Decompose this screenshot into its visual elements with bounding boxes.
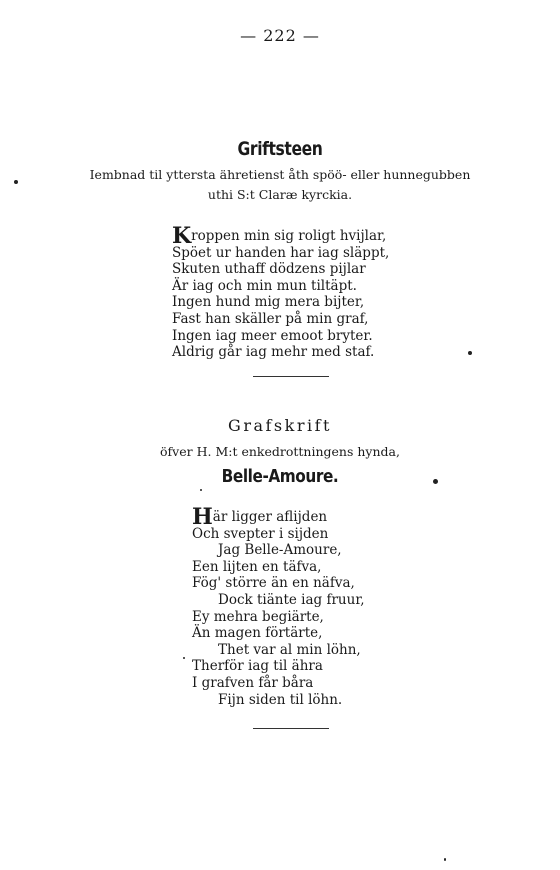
drop-initial: H <box>192 504 213 530</box>
paper-speck <box>444 858 446 861</box>
poem-line: Är iag och min mun tiltäpt. <box>172 277 357 294</box>
poem-title-belle-amoure: Belle-Amoure. <box>221 466 339 487</box>
poem-line: Therför iag til ähra <box>192 658 323 675</box>
poem-line-text: är ligger aflijden <box>212 509 328 525</box>
poem-line: I grafven får båra <box>192 674 314 691</box>
poem-line: Fast han skäller på min graf, <box>172 310 369 327</box>
paper-speck <box>183 657 185 659</box>
poem-line: Ingen hund mig mera bijter, <box>172 294 365 311</box>
poem-griftsteen <box>172 223 390 361</box>
poem-subtitle-griftsteen <box>0 165 560 205</box>
paper-speck <box>14 180 18 184</box>
poem-line: Thet var al min löhn, <box>218 641 361 658</box>
poem-line <box>192 504 365 530</box>
poem-line: Een lijten en täfva, <box>192 558 322 575</box>
paper-speck <box>468 351 472 355</box>
poem-title-griftsteen: Griftsteen <box>237 138 323 160</box>
poem-line <box>172 223 389 249</box>
section-divider <box>253 376 329 377</box>
paper-speck <box>433 479 438 484</box>
poem-line: Och svepter i sijden <box>192 525 329 542</box>
drop-initial: K <box>172 223 192 249</box>
grafskrift-subtitle: öfver H. M:t enkedrottningens hynda, <box>160 444 400 459</box>
poem-line: Fijn siden til löhn. <box>218 691 343 708</box>
page-number: — 222 — <box>240 26 320 45</box>
subtitle-line: uthi S:t Claræ kyrckia. <box>207 187 353 202</box>
section-divider <box>253 728 329 729</box>
poem-line: Än magen förtärte, <box>192 625 323 642</box>
poem-line: Skuten uthaff dödzens pijlar <box>172 261 366 278</box>
poem-line: Dock tiänte iag fruur, <box>218 591 365 608</box>
poem-line: Spöet ur handen har iag släppt, <box>172 244 390 261</box>
poem-line-text: roppen min sig roligt hvijlar, <box>191 228 387 244</box>
poem-line: Jag Belle-Amoure, <box>218 542 342 559</box>
poem-line: Aldrig går iag mehr med staf. <box>172 344 375 361</box>
grafskrift-heading: Grafskrift <box>228 416 332 435</box>
poem-line: Ingen iag meer emoot bryter. <box>172 327 373 344</box>
poem-line: Ey mehra begiärte, <box>192 608 324 625</box>
paper-speck <box>200 489 202 491</box>
poem-belle-amoure <box>192 504 365 708</box>
subtitle-line: Iembnad til yttersta ähretienst åth spöö- eller hunnegubben <box>89 167 471 182</box>
poem-line: Fög' större än en näfva, <box>192 575 355 592</box>
